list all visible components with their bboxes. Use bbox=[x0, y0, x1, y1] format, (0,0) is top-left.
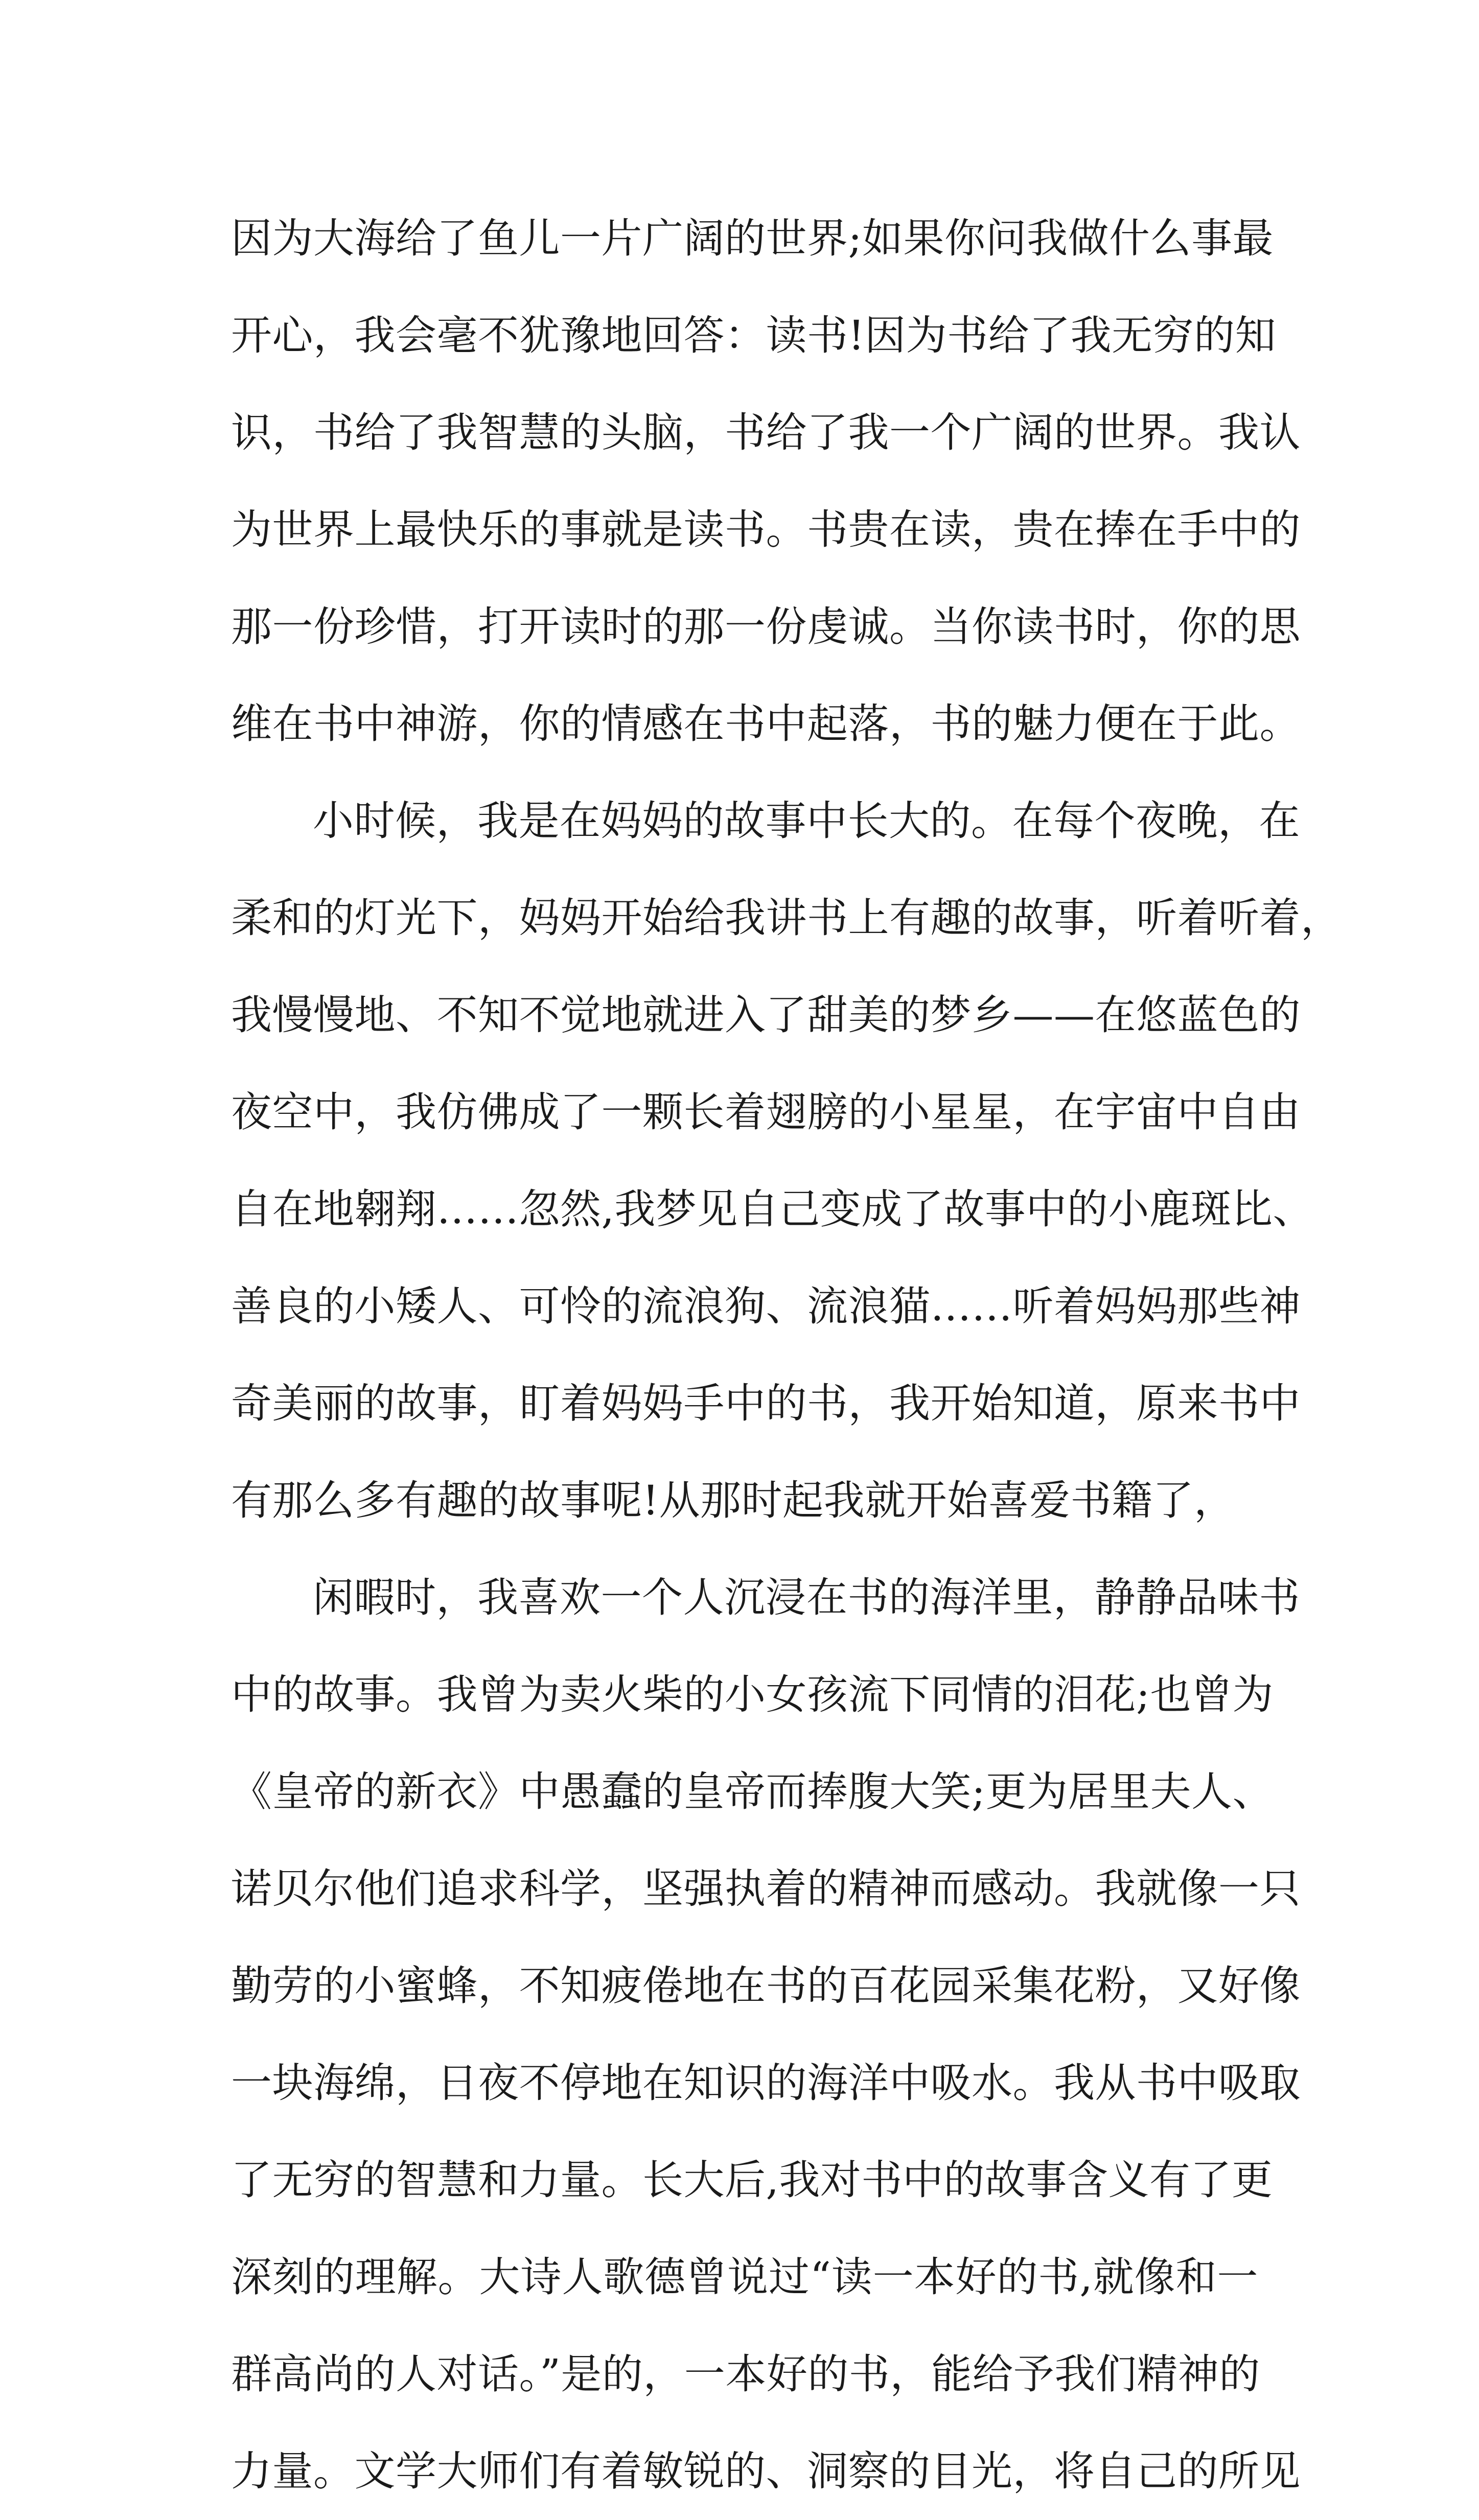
body-text bbox=[231, 190, 1342, 2520]
text-line: 力量。文学大师们有着敏锐的、洞察的目光，将自己的所见 bbox=[231, 2447, 1301, 2495]
text-line: 识，书给了我智慧的头脑，书给了我一个广阔的世界。我认 bbox=[231, 409, 1301, 456]
text-line: 奇美丽的故事，盯着妈妈手中的书，我开始知道，原来书中 bbox=[231, 1380, 1301, 1427]
text-line: 自在地翱翔……忽然,我梦见自己变成了故事中的小鹿斑比、 bbox=[231, 1185, 1314, 1233]
text-line: 《皇帝的新衣》中愚蠢的皇帝而捧腹大笑;更为居里夫人、 bbox=[231, 1768, 1274, 1815]
text-line: 因为大海给了鱼儿一片广阔的世界;如果你问我做什么事最 bbox=[231, 215, 1274, 262]
text-line: 我慢慢地、不知不觉地就进入了甜美的梦乡——在悠蓝色的 bbox=[231, 991, 1301, 1039]
text-line: 勤劳的小蜜蜂，不知疲倦地在书的百花园采集花粉，又好像 bbox=[231, 1962, 1301, 2010]
text-line-paragraph-start: 小时候，我是在妈妈的故事中长大的。在每个夜晚，在 bbox=[313, 797, 1300, 845]
text-line: 诺贝尔他们追求科学，坚强执着的精神而感动。我就像一只 bbox=[231, 1865, 1301, 1912]
text-line: 有那么多有趣的故事呢!从那时起我就开始喜爱书籍了， bbox=[231, 1477, 1235, 1524]
text-line-paragraph-start: 闲暇时，我喜欢一个人沉浸在书的海洋里，静静品味书 bbox=[313, 1574, 1300, 1621]
text-line: 那一份珍惜，打开读时的那一份虔诚。当你读书时，你的思 bbox=[231, 603, 1301, 650]
text-line: 开心，我会毫不犹豫地回答：读书!因为书给了我无穷的知 bbox=[231, 312, 1277, 359]
text-line: 中的故事。我曾为卖火柴的小女孩流下同情的泪花;也曾为 bbox=[231, 1671, 1274, 1718]
text-line: 了无穷的智慧和力量。长大后,我对书中的故事含义有了更 bbox=[231, 2156, 1273, 2204]
text-line: 维在书中神游，你的情感在书中起落，书的魅力便在于此。 bbox=[231, 700, 1301, 748]
text-line: 群高尚的人对话。”是的，一本好的书，能给予我们精神的 bbox=[231, 2350, 1260, 2398]
text-line: 夜空中，我仿佛成了一颗长着翅膀的小星星，在宇宙中自由 bbox=[231, 1088, 1301, 1136]
text-line: 善良的小矮人、可怜的流浪狗、流浪猫……听着妈妈那些神 bbox=[231, 1282, 1301, 1330]
text-line: 一块海绵，日夜不停地在知识的海洋中吸水。我从书中吸取 bbox=[231, 2059, 1301, 2107]
text-line: 为世界上最快乐的事就是读书。书贵在读，贵在捧在手中的 bbox=[231, 506, 1301, 553]
text-line: 柔和的灯光下，妈妈开始给我讲书上有趣的故事，听着听着， bbox=[231, 894, 1342, 942]
text-line: 深刻的理解。大诗人歌德曾说过“读一本好的书,就像和一 bbox=[231, 2253, 1258, 2301]
